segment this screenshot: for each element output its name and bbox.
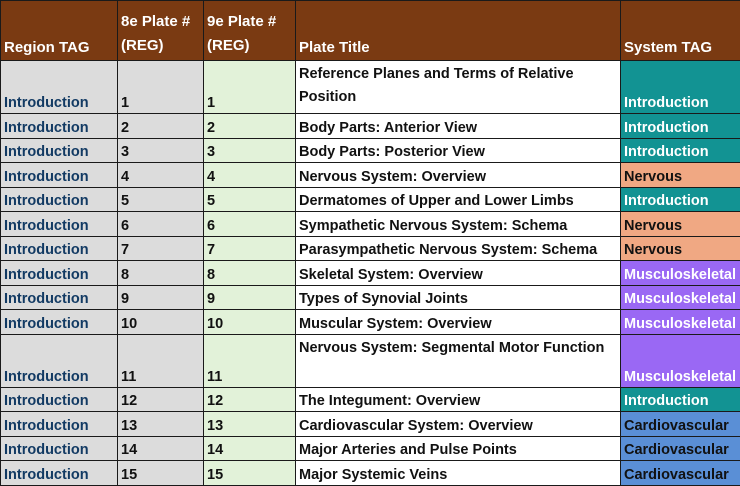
system-tag-cell[interactable]: Musculoskeletal (621, 310, 740, 335)
plate9-cell[interactable]: 9 (204, 285, 296, 310)
system-tag-cell[interactable]: Introduction (621, 387, 740, 412)
system-tag-cell[interactable]: Musculoskeletal (621, 261, 740, 286)
table-row[interactable] (1, 138, 740, 163)
plate-title-cell[interactable]: Reference Planes and Terms of Relative Position (296, 61, 621, 114)
table-row[interactable] (1, 163, 740, 188)
plate8-cell[interactable]: 15 (118, 461, 204, 486)
plate8-cell[interactable]: 11 (118, 334, 204, 387)
header-row (1, 1, 740, 61)
plate8-cell[interactable]: 7 (118, 236, 204, 261)
plate8-cell[interactable]: 10 (118, 310, 204, 335)
plate8-cell[interactable]: 5 (118, 187, 204, 212)
system-tag-cell[interactable]: Nervous (621, 236, 740, 261)
plate9-cell[interactable]: 11 (204, 334, 296, 387)
column-header-region[interactable]: Region TAG (1, 1, 118, 61)
plate8-cell[interactable]: 2 (118, 114, 204, 139)
plate-title-cell[interactable]: Nervous System: Segmental Motor Function (296, 334, 621, 387)
plate-title-cell[interactable]: Muscular System: Overview (296, 310, 621, 335)
table-row[interactable] (1, 187, 740, 212)
plate9-cell[interactable]: 1 (204, 61, 296, 114)
column-header-system[interactable]: System TAG (621, 1, 740, 61)
system-tag-cell[interactable]: Musculoskeletal (621, 285, 740, 310)
system-tag-cell[interactable]: Cardiovascular (621, 436, 740, 461)
plate8-cell[interactable]: 12 (118, 387, 204, 412)
plate9-cell[interactable]: 5 (204, 187, 296, 212)
region-cell[interactable]: Introduction (1, 436, 118, 461)
plate-title-cell[interactable]: Types of Synovial Joints (296, 285, 621, 310)
plate-title-cell[interactable]: The Integument: Overview (296, 387, 621, 412)
plate9-cell[interactable]: 13 (204, 412, 296, 437)
region-cell[interactable]: Introduction (1, 334, 118, 387)
plate9-cell[interactable]: 2 (204, 114, 296, 139)
plate8-cell[interactable]: 6 (118, 212, 204, 237)
column-header-plate8-label: 8e Plate # (REG) (121, 10, 200, 58)
system-tag-cell[interactable]: Introduction (621, 138, 740, 163)
table-row[interactable] (1, 387, 740, 412)
plate-title-cell[interactable]: Body Parts: Posterior View (296, 138, 621, 163)
table-row[interactable] (1, 412, 740, 437)
region-cell[interactable]: Introduction (1, 461, 118, 486)
region-cell[interactable]: Introduction (1, 412, 118, 437)
region-cell[interactable]: Introduction (1, 285, 118, 310)
table-row[interactable] (1, 236, 740, 261)
plate9-cell[interactable]: 8 (204, 261, 296, 286)
system-tag-cell[interactable]: Musculoskeletal (621, 334, 740, 387)
region-cell[interactable]: Introduction (1, 236, 118, 261)
table-row[interactable] (1, 212, 740, 237)
table-row[interactable] (1, 436, 740, 461)
plate-title-cell[interactable]: Major Systemic Veins (296, 461, 621, 486)
system-tag-cell[interactable]: Nervous (621, 212, 740, 237)
region-cell[interactable]: Introduction (1, 310, 118, 335)
plate9-cell[interactable]: 12 (204, 387, 296, 412)
plate9-cell[interactable]: 15 (204, 461, 296, 486)
table-row[interactable] (1, 114, 740, 139)
region-cell[interactable]: Introduction (1, 187, 118, 212)
column-header-plate8[interactable] (118, 1, 204, 61)
table-row[interactable] (1, 285, 740, 310)
table-row[interactable] (1, 334, 740, 387)
table-row[interactable] (1, 61, 740, 114)
plate9-cell[interactable]: 10 (204, 310, 296, 335)
plate8-cell[interactable]: 4 (118, 163, 204, 188)
table-row[interactable] (1, 310, 740, 335)
system-tag-cell[interactable]: Introduction (621, 61, 740, 114)
plate9-cell[interactable]: 7 (204, 236, 296, 261)
region-cell[interactable]: Introduction (1, 212, 118, 237)
column-header-plate9-label: 9e Plate # (REG) (207, 10, 292, 58)
plate8-cell[interactable]: 14 (118, 436, 204, 461)
region-cell[interactable]: Introduction (1, 163, 118, 188)
plate8-cell[interactable]: 8 (118, 261, 204, 286)
region-cell[interactable]: Introduction (1, 261, 118, 286)
plate8-cell[interactable]: 3 (118, 138, 204, 163)
plate8-cell[interactable]: 9 (118, 285, 204, 310)
plate-title-cell[interactable]: Skeletal System: Overview (296, 261, 621, 286)
system-tag-cell[interactable]: Nervous (621, 163, 740, 188)
plate-title-cell[interactable]: Nervous System: Overview (296, 163, 621, 188)
plate-title-cell[interactable]: Body Parts: Anterior View (296, 114, 621, 139)
plate-title-cell[interactable]: Dermatomes of Upper and Lower Limbs (296, 187, 621, 212)
column-header-plate9[interactable] (204, 1, 296, 61)
table-row[interactable] (1, 261, 740, 286)
plate9-cell[interactable]: 6 (204, 212, 296, 237)
plate-title-cell[interactable]: Major Arteries and Pulse Points (296, 436, 621, 461)
plate8-cell[interactable]: 1 (118, 61, 204, 114)
plate9-cell[interactable]: 4 (204, 163, 296, 188)
system-tag-cell[interactable]: Cardiovascular (621, 412, 740, 437)
region-cell[interactable]: Introduction (1, 138, 118, 163)
plate9-cell[interactable]: 14 (204, 436, 296, 461)
plate8-cell[interactable]: 13 (118, 412, 204, 437)
region-cell[interactable]: Introduction (1, 114, 118, 139)
plate-title-cell[interactable]: Cardiovascular System: Overview (296, 412, 621, 437)
region-cell[interactable]: Introduction (1, 387, 118, 412)
region-cell[interactable]: Introduction (1, 61, 118, 114)
table-row[interactable] (1, 461, 740, 486)
plate-title-cell[interactable]: Parasympathetic Nervous System: Schema (296, 236, 621, 261)
system-tag-cell[interactable]: Introduction (621, 187, 740, 212)
system-tag-cell[interactable]: Cardiovascular (621, 461, 740, 486)
plate9-cell[interactable]: 3 (204, 138, 296, 163)
system-tag-cell[interactable]: Introduction (621, 114, 740, 139)
column-header-title[interactable]: Plate Title (296, 1, 621, 61)
plate-title-cell[interactable]: Sympathetic Nervous System: Schema (296, 212, 621, 237)
